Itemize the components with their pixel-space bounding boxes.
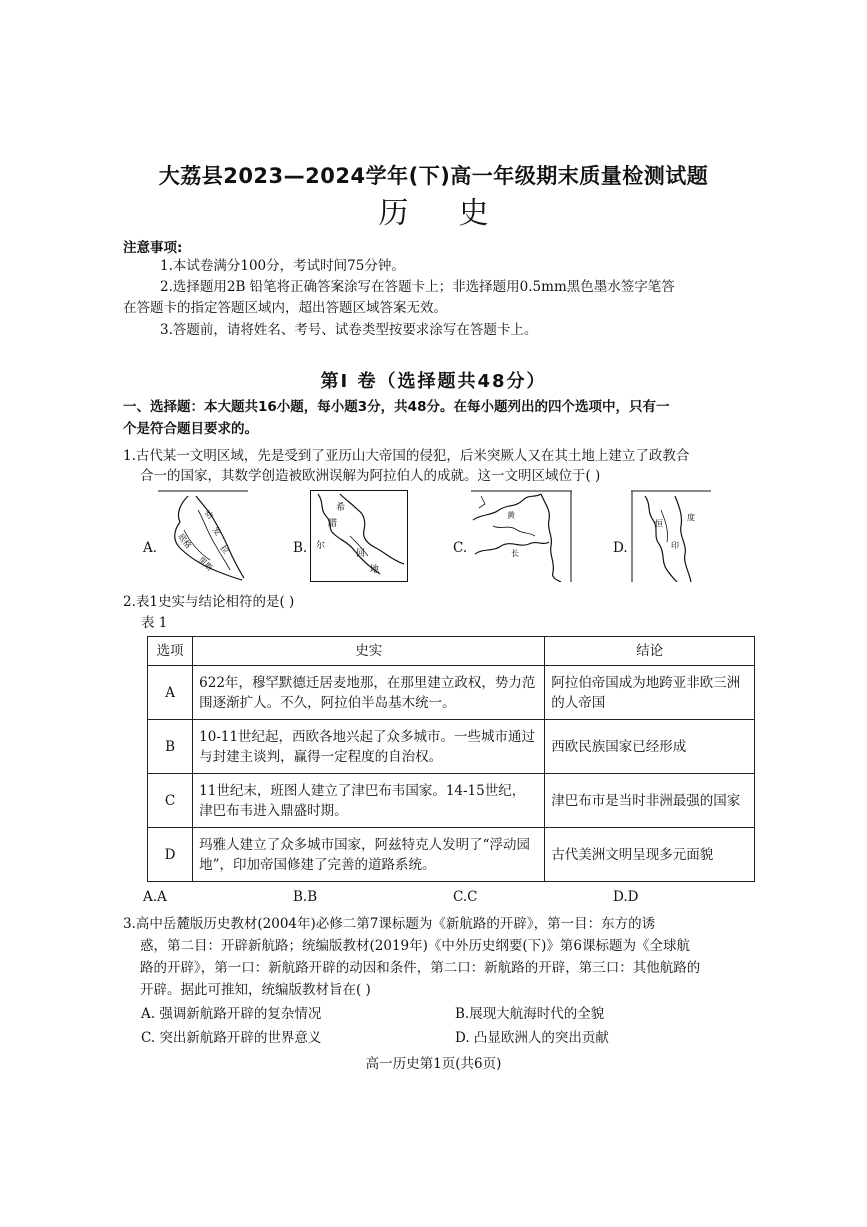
- svg-text:恒: 恒: [655, 519, 663, 528]
- q1-map-d: [631, 490, 711, 582]
- history-table: [147, 636, 755, 882]
- table-row: [148, 828, 755, 882]
- svg-text:腊: 腊: [328, 519, 338, 529]
- q3-stem-line1: 3.高中岳麓版历史教材(2004年)必修二第7课标题为《新航路的开辟》，第一目：东方的诱: [123, 916, 656, 932]
- svg-text:底格: 底格: [176, 531, 193, 551]
- table-header-option: 选项: [148, 637, 193, 666]
- svg-text:幼: 幼: [202, 508, 215, 521]
- table-cell-fact: 11世纪末，班图人建立了津巴布韦国家。14-15世纪，津巴布韦进入鼎盛时期。: [193, 774, 545, 828]
- table-cell-option: B: [148, 720, 193, 774]
- q2-answer-b: B.B: [293, 889, 318, 905]
- subject-title: 历史: [378, 196, 539, 231]
- table-header-fact: 史实: [193, 637, 545, 666]
- svg-text:发: 发: [210, 525, 223, 538]
- q3-stem-line2: 惑，第二目：开辟新航路；统编版教材(2019年)《中外历史纲要(下)》第6课标题为《全球航: [140, 938, 691, 954]
- q3-option-a: A. 强调新航路开辟的复杂情况: [141, 1006, 322, 1022]
- notice-heading: 注意事项:: [123, 240, 183, 256]
- svg-text:黄: 黄: [507, 511, 515, 520]
- table-header-row: [148, 637, 755, 666]
- svg-text:尔: 尔: [316, 541, 326, 551]
- exam-title: 大荔县2023—2024学年(下)高一年级期末质量检测试题: [158, 164, 709, 188]
- q1-map-c: [471, 490, 572, 582]
- svg-text:拉: 拉: [218, 543, 231, 556]
- svg-text:里斯: 里斯: [196, 555, 215, 573]
- q2-answer-a: A.A: [143, 889, 167, 905]
- table-cell-option: A: [148, 666, 193, 720]
- table-cell-option: C: [148, 774, 193, 828]
- notice-item-2-cont: 在答题卡的指定答题区域内，超出答题区域答案无效。: [123, 300, 447, 316]
- table-row: [148, 666, 755, 720]
- q3-stem-line3: 路的开辟》，第一口：新航路开辟的动因和条件，第二口：新航路的开辟，第三口：其他航路的: [140, 960, 701, 976]
- svg-text:地: 地: [370, 565, 380, 575]
- q1-option-b-label: B.: [293, 540, 308, 556]
- q1-map-a: [158, 490, 248, 582]
- notice-item-3: 3.答题前，请将姓名、考号、试卷类型按要求涂写在答题卡上。: [160, 322, 538, 338]
- table-cell-conclusion: 西欧民族国家已经形成: [545, 720, 755, 774]
- q1-option-d-label: D.: [613, 540, 628, 556]
- section-title: 第I 卷（选择题共48分）: [320, 371, 547, 392]
- q1-stem-line1: 1.古代某一文明区域，先是受到了亚历山大帝国的侵犯，后米突厥人又在其土地上建立了政教合: [123, 448, 690, 464]
- table-cell-fact: 10-11世纪起，西欧各地兴起了众多城市。一些城市通过与封建主谈判，赢得一定程度的自治权。: [193, 720, 545, 774]
- table-cell-fact: 玛雅人建立了众多城市国家，阿兹特克人发明了“浮动园地”，印加帝国修建了完善的道路系统。: [193, 828, 545, 882]
- table-cell-conclusion: 阿拉伯帝国成为地跨亚非欧三洲的人帝国: [545, 666, 755, 720]
- svg-text:度: 度: [687, 513, 695, 522]
- q2-answer-d: D.D: [613, 889, 639, 905]
- q1-map-b: [310, 490, 408, 582]
- q1-option-a-label: A.: [143, 540, 158, 556]
- table-cell-fact: 622年，穆罕默德迁居麦地那，在那里建立政权，势力范围逐渐扩人。不久，阿拉伯半岛基木统一。: [193, 666, 545, 720]
- q1-option-c-label: C.: [453, 540, 468, 556]
- table-cell-conclusion: 古代美洲文明呈现多元面貌: [545, 828, 755, 882]
- section-instruction-2: 个是符合题目要求的。: [123, 421, 258, 437]
- table-row: [148, 720, 755, 774]
- svg-text:希: 希: [336, 503, 346, 513]
- q3-option-b: B.展现大航海时代的全貌: [455, 1006, 605, 1022]
- q2-table-label: 表 1: [141, 615, 168, 631]
- page-footer: 高一历史第1页(共6页): [365, 1056, 502, 1072]
- svg-text:印: 印: [671, 541, 679, 550]
- q2-stem: 2.表1史实与结论相符的是( ): [123, 594, 295, 610]
- table-header-conclusion: 结论: [545, 637, 755, 666]
- q3-stem-line4: 开辟。据此可推知，统编版教材旨在( ): [140, 982, 371, 998]
- q3-option-c: C. 突出新航路开辟的世界意义: [141, 1030, 322, 1046]
- table-cell-option: D: [148, 828, 193, 882]
- q3-option-d: D. 凸显欧洲人的突出贡献: [455, 1030, 609, 1046]
- notice-item-2: 2.选择题用2B 铅笔将正确答案涂写在答题卡上；非选择题用0.5mm黑色墨水签字笔答: [160, 279, 675, 295]
- svg-text:回: 回: [356, 549, 366, 559]
- q2-answer-c: C.C: [453, 889, 478, 905]
- notice-item-1: 1.本试卷满分100分，考试时间75分钟。: [160, 258, 405, 274]
- q1-stem-line2: 合一的国家，其数学创造被欧洲误解为阿拉伯人的成就。这一文明区域位于( ): [140, 468, 601, 484]
- section-instruction-1: 一、选择题：本大题共16小题，每小题3分，共48分。在每小题列出的四个选项中，只有一: [123, 399, 670, 415]
- svg-text:长: 长: [511, 549, 519, 558]
- table-row: [148, 774, 755, 828]
- table-cell-conclusion: 津巴布市是当时非洲最强的国家: [545, 774, 755, 828]
